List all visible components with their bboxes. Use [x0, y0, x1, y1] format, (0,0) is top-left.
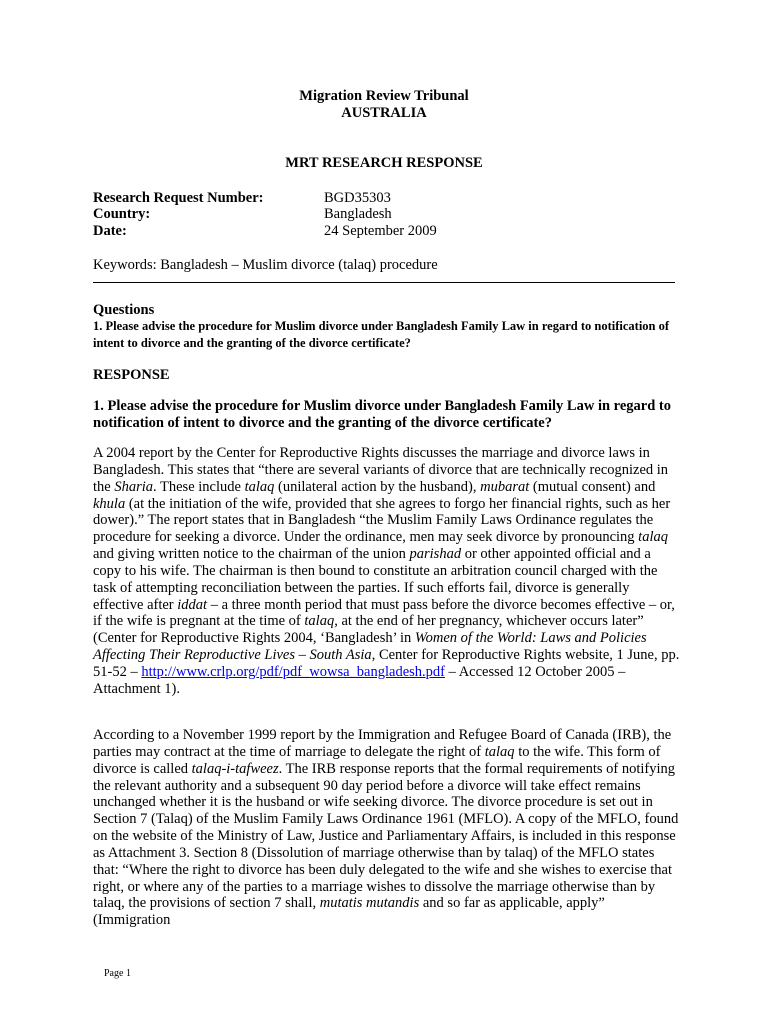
org-title: Migration Review Tribunal [299, 88, 469, 104]
meta-label: Date: [93, 222, 127, 239]
meta-value: 24 September 2009 [324, 222, 437, 239]
text-run: – a three month period that must pass before the divorce becomes effective – or, if the wife is pregnant at the time of [93, 596, 675, 630]
italic-run: parishad [409, 546, 462, 563]
page-number: Page 1 [104, 968, 131, 979]
italic-run: talaq [304, 613, 335, 630]
keywords: Keywords: Bangladesh – Muslim divorce (talaq) procedure [93, 257, 438, 273]
text-run: . These include [153, 478, 245, 495]
text-run: (at the initiation of the wife, provided that she agrees to forgo her financial rights, such as her dower).” The report states that in Bangladesh “the Muslim Family Laws Ordinance regulates the procedure for seeking a divorce. Under the ordinance, men may seek divorce by pronouncing [93, 495, 671, 546]
meta-value: Bangladesh [324, 206, 392, 223]
text-run: , at the end of her pregnancy, whichever occurs later” (Center for Reproductive Rights 2004, ‘Bangladesh’ in [93, 613, 644, 647]
meta-label: Country: [93, 206, 151, 223]
paragraph-1 [93, 445, 682, 698]
request-meta [93, 190, 693, 239]
text-run: . The IRB response reports that the formal requirements of notifying the relevant authority and a subsequent 90 day period before a divorce will take effect remains unchanged whether it is the husband or wife seeking divorce. The divorce procedure is set out in Section 7 (Talaq) of the Muslim Family Laws Ordinance 1961 (MFLO). A copy of the MFLO, found on the website of the Ministry of Law, Justice and Parliamentary Affairs, is included in this response as Attachment 3. Section 8 (Dissolution of marriage otherwise than by talaq) of the MFLO states that: “Where the right to divorce has been duly delegated to the wife and she wishes to exercise that right, or where any of the parties to a marriage wishes to dissolve the marriage otherwise than by talaq, the provisions of section 7 shall, [93, 760, 679, 912]
text-run: and so far as applicable, apply” (Immigration [93, 895, 605, 929]
italic-run: mubarat [480, 478, 530, 495]
italic-run: talaq [484, 743, 515, 760]
text-run: (unilateral action by the husband), [274, 478, 481, 495]
italic-run: talaq [638, 529, 668, 546]
italic-run: khula [93, 495, 126, 512]
doc-title: MRT RESEARCH RESPONSE [285, 155, 483, 171]
paragraph-2 [93, 727, 682, 929]
text-run: or other appointed official and a copy to his wife. The chairman is then bound to constitute an arbitration council charged with the task of attempting reconciliation between the parties. If such efforts fail, divorce is generally effective after [93, 546, 658, 613]
question-1: 1. Please advise the procedure for Muslim divorce under Bangladesh Family Law in regard to notification of intent to divorce and the granting of the divorce certificate? [93, 319, 670, 350]
source-link[interactable]: http://www.crlp.org/pdf/pdf_wowsa_bangladesh.pdf [141, 663, 445, 680]
divider [93, 282, 675, 283]
meta-row-country [93, 206, 693, 222]
text-run: to the wife. This form of divorce is called [93, 743, 661, 777]
questions-heading: Questions [93, 302, 155, 318]
text-run: – Accessed 12 October 2005 – Attachment 1). [93, 663, 626, 697]
italic-run: talaq-i-tafweez [191, 760, 279, 777]
meta-row-date [93, 223, 693, 239]
response-heading: RESPONSE [93, 367, 170, 383]
text-run: (mutual consent) and [529, 478, 656, 495]
country-title: AUSTRALIA [341, 105, 427, 121]
italic-run: iddat [177, 596, 208, 613]
meta-row-request-number [93, 190, 693, 206]
italic-run: Women of the World: Laws and Policies Affecting Their Reproductive Lives – South Asia [93, 630, 647, 664]
text-run: A 2004 report by the Center for Reproductive Rights discusses the marriage and divorce laws in Bangladesh. This states that “there are several variants of divorce that are technically recognized in the [93, 445, 669, 495]
meta-label: Research Request Number: [93, 190, 264, 206]
text-run: and giving written notice to the chairman of the union [93, 546, 410, 563]
meta-value: BGD35303 [324, 190, 391, 206]
text-run: According to a November 1999 report by the Immigration and Refugee Board of Canada (IRB), the parties may contract at the time of marriage to delegate the right of [93, 727, 672, 760]
italic-run: Sharia [114, 478, 154, 495]
italic-run: talaq [244, 478, 275, 495]
response-question-1: 1. Please advise the procedure for Muslim divorce under Bangladesh Family Law in regard to notification of intent to divorce and the granting of the divorce certificate? [93, 398, 671, 431]
text-run: , Center for Reproductive Rights website, 1 June, pp. 51-52 – [93, 647, 680, 680]
italic-run: mutatis mutandis [319, 895, 420, 912]
